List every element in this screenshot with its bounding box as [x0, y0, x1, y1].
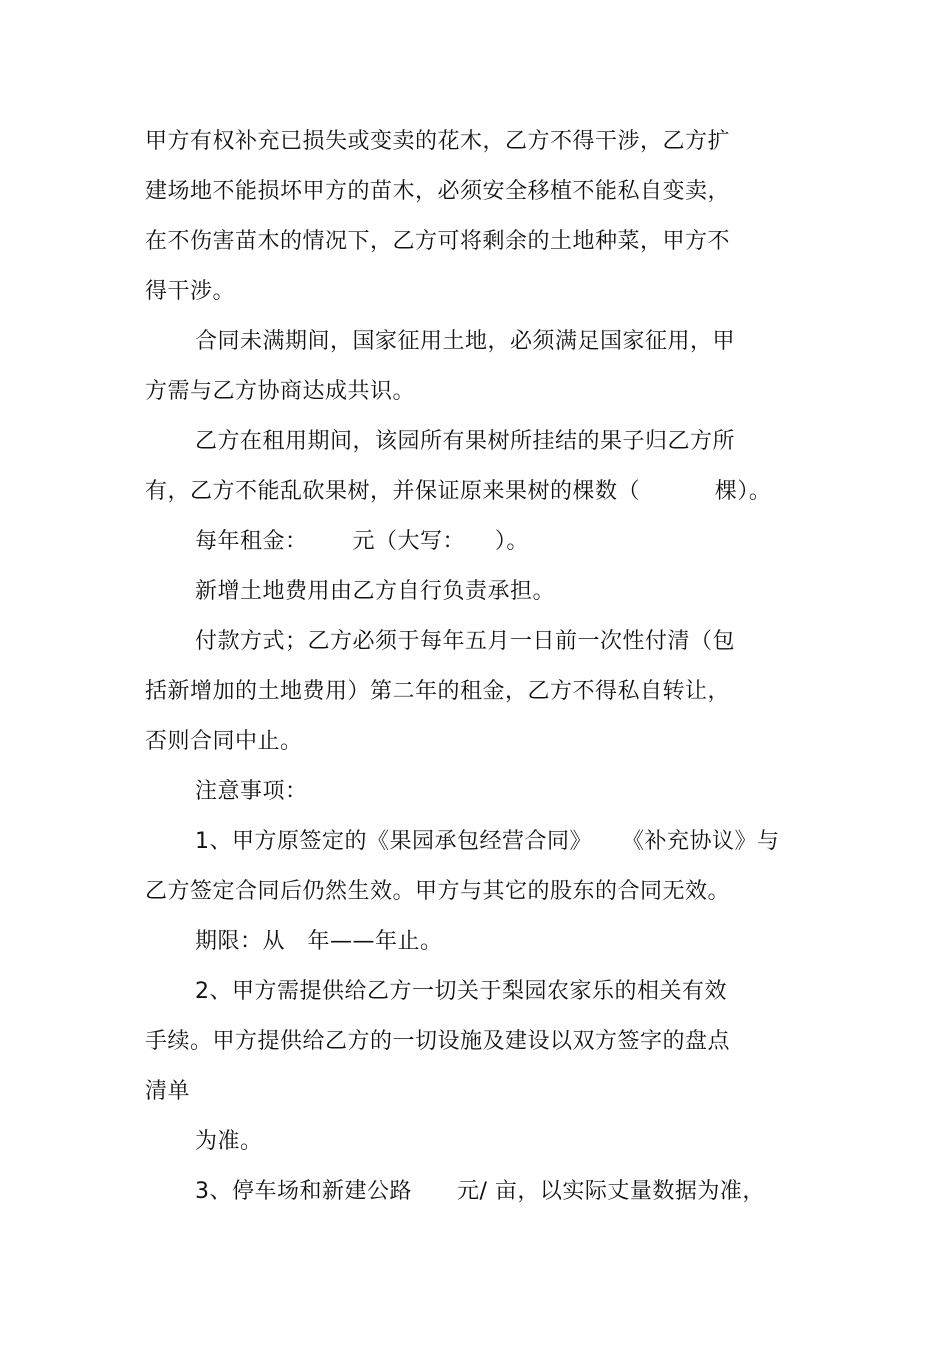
text-line: 得干涉。	[145, 279, 236, 304]
text-line: 清单	[145, 1079, 191, 1104]
text-line: 乙方签定合同后仍然生效。甲方与其它的股东的合同无效。	[145, 879, 731, 904]
text-line: 每年租金： 元（大写： ）。	[195, 529, 529, 554]
text-line: 在不伤害苗木的情况下，乙方可将剩余的土地种菜，甲方不	[145, 229, 731, 254]
text-line: 合同未满期间，国家征用土地，必须满足国家征用，甲	[195, 329, 736, 354]
text-line: 否则合同中止。	[145, 729, 303, 754]
text-line: 付款方式；乙方必须于每年五月一日前一次性付清（包	[195, 629, 736, 654]
text-line: 有，乙方不能乱砍果树，并保证原来果树的棵数（ 棵）。	[145, 479, 772, 504]
text-line: 乙方在租用期间，该园所有果树所挂结的果子归乙方所	[195, 429, 736, 454]
text-line: 1、甲方原签定的《果园承包经营合同》 《补充协议》与	[195, 829, 780, 854]
text-line: 新增土地费用由乙方自行负责承担。	[195, 579, 556, 604]
text-line: 方需与乙方协商达成共识。	[145, 379, 416, 404]
text-line: 甲方有权补充已损失或变卖的花木，乙方不得干涉，乙方扩	[145, 129, 731, 154]
text-line: 注意事项：	[195, 779, 308, 804]
text-line: 2、甲方需提供给乙方一切关于梨园农家乐的相关有效	[195, 979, 727, 1004]
text-line: 手续。甲方提供给乙方的一切设施及建设以双方签字的盘点	[145, 1029, 731, 1054]
text-line: 期限：从 年——年止。	[195, 929, 443, 954]
text-line: 括新增加的土地费用）第二年的租金，乙方不得私自转让，	[145, 679, 731, 704]
text-line: 建场地不能损坏甲方的苗木，必须安全移植不能私自变卖，	[145, 179, 731, 204]
text-line: 为准。	[195, 1129, 263, 1154]
text-line: 3、停车场和新建公路 元/ 亩，以实际丈量数据为准，	[195, 1179, 765, 1204]
